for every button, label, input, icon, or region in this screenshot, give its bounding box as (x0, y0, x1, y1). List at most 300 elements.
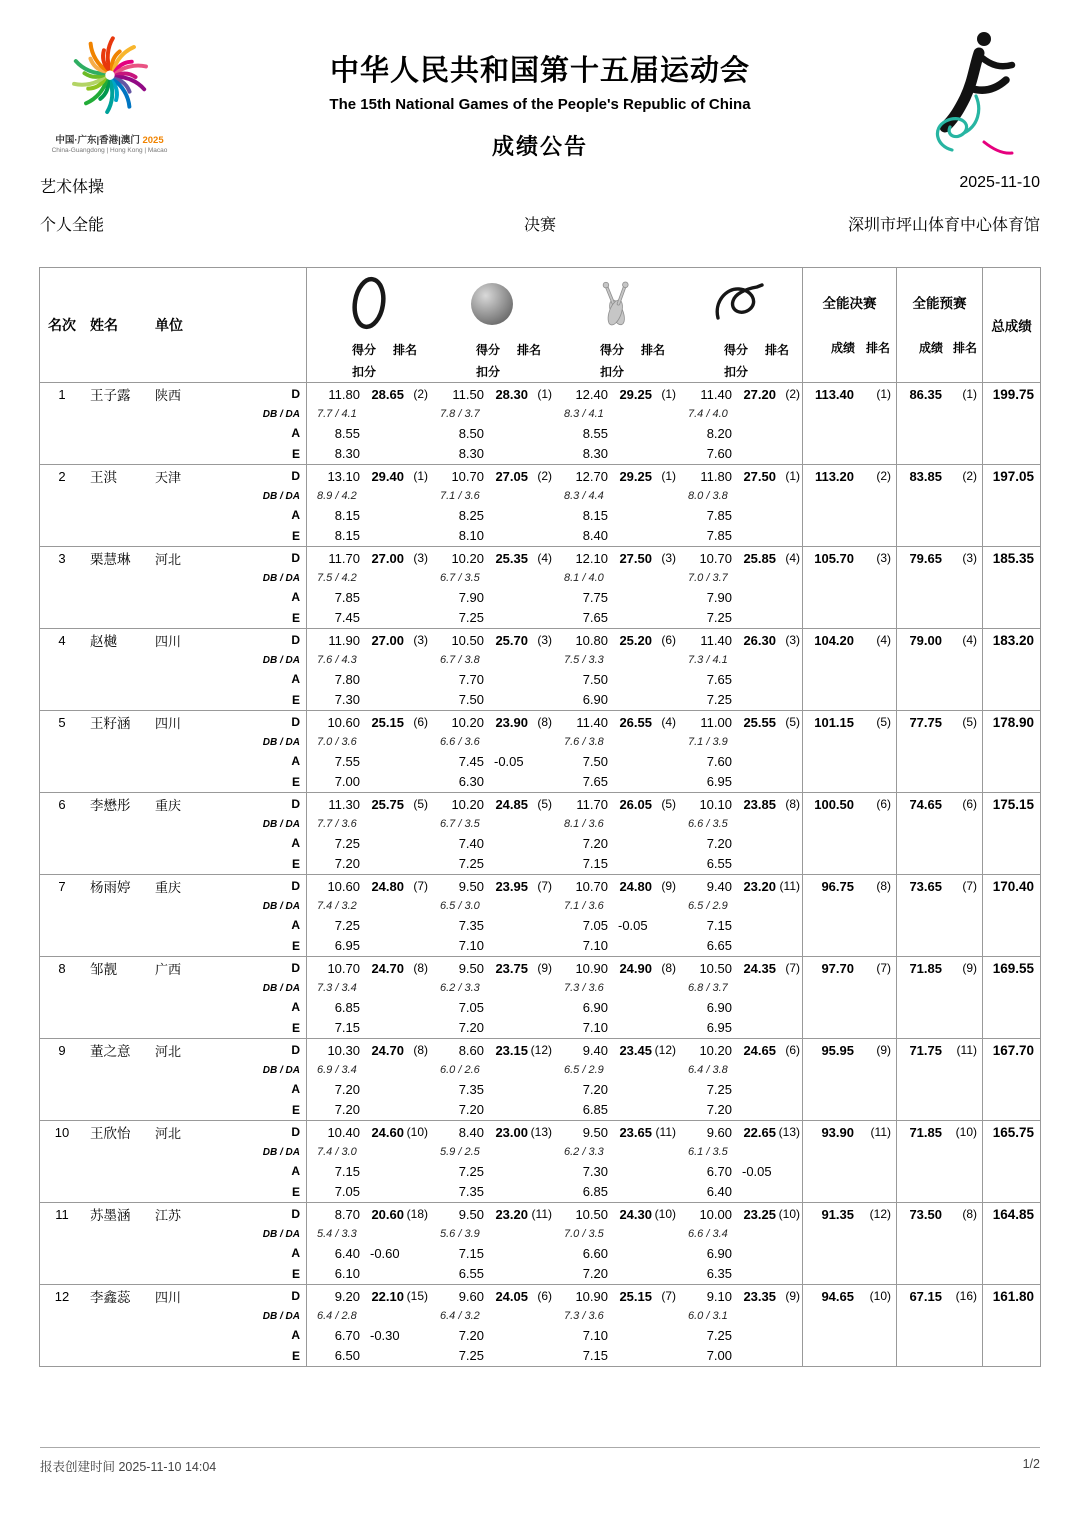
clubs-a-score: 8.15 (582, 507, 608, 523)
ball-rank: (8) (537, 715, 552, 729)
row-label-dbda: DB / DA (262, 818, 300, 830)
row-label-d: D (291, 961, 300, 975)
row-label-e: E (291, 1184, 300, 1199)
ball-total: 23.95 (495, 878, 528, 894)
hoop-d-score: 11.70 (306, 547, 364, 569)
ball-a-penalty (488, 505, 554, 525)
row-label-d: D (291, 1125, 300, 1139)
hoop-d-score: 10.40 (306, 1121, 364, 1143)
clubs-a-score: 7.05 (582, 917, 608, 933)
final-column-header (802, 268, 896, 382)
hoop-dbda: 7.3 / 3.4 (306, 979, 430, 997)
ball-e-score: 7.20 (458, 1102, 484, 1117)
athlete-rank: 7 (58, 878, 66, 894)
hoop-e-penalty (364, 771, 430, 792)
total-score: 167.70 (982, 1039, 1040, 1061)
athlete-unit: 四川 (155, 633, 182, 649)
ball-e-score: 7.20 (458, 1020, 484, 1035)
ball-total: 25.35 (495, 550, 528, 566)
ribbon-a-penalty (736, 1243, 802, 1263)
hoop-e-score: 6.95 (306, 935, 364, 956)
athlete-rank: 3 (58, 550, 66, 566)
clubs-rank: (10) (654, 1207, 676, 1221)
ribbon-dbda: 6.4 / 3.8 (688, 1064, 728, 1076)
hoop-rank: (3) (413, 551, 428, 565)
hoop-total: 24.70 (371, 1042, 404, 1058)
row-label-a: A (291, 918, 300, 932)
score-header: 得分 (475, 342, 500, 357)
ball-a-score: 7.25 (458, 1163, 484, 1179)
hoop-e-penalty (364, 443, 430, 464)
hoop-total: 24.60 (371, 1124, 404, 1140)
final-rank: (10) (869, 1289, 891, 1303)
clubs-rank: (1) (661, 387, 676, 401)
clubs-total: 29.25 (619, 386, 652, 402)
hoop-e-score: 7.15 (306, 1017, 364, 1038)
final-score: 94.65 (802, 1285, 858, 1307)
ribbon-rank: (11) (779, 879, 800, 893)
ball-dbda: 6.2 / 3.3 (440, 982, 480, 994)
athlete-block (40, 1285, 1040, 1366)
col-rank-header: 名次 (48, 317, 76, 333)
ribbon-e-score: 6.95 (706, 1020, 732, 1035)
row-label-d: D (291, 633, 300, 647)
ball-d-score: 8.40 (458, 1124, 484, 1140)
ball-d-score: 9.60 (458, 1288, 484, 1304)
ribbon-a-score: 7.25 (706, 1081, 732, 1097)
prelim-rank: (1) (962, 387, 977, 401)
hoop-dbda: 5.4 / 3.3 (306, 1225, 430, 1243)
ball-total: 23.90 (495, 714, 528, 730)
ball-a-penalty (488, 1161, 554, 1181)
clubs-a-penalty (612, 751, 678, 771)
prelim-score: 74.65 (896, 793, 946, 815)
clubs-d-score: 10.80 (575, 632, 608, 648)
athlete-block (40, 383, 1040, 465)
prelim-score: 73.50 (896, 1203, 946, 1225)
athlete-name: 李鑫蕊 (90, 1290, 131, 1305)
hoop-e-penalty (364, 1181, 430, 1202)
ball-e-penalty (488, 689, 554, 710)
ribbon-e-penalty (736, 935, 802, 956)
athlete-rank: 1 (58, 386, 66, 402)
row-label-e: E (291, 692, 300, 707)
clubs-d-score: 10.90 (575, 1288, 608, 1304)
ball-a-score: 7.20 (458, 1327, 484, 1343)
ribbon-a-penalty (736, 1079, 802, 1099)
ball-total: 23.75 (495, 960, 528, 976)
hoop-a-penalty (364, 915, 430, 935)
clubs-column-header (554, 268, 678, 382)
rank-sub-header: 排名 (640, 342, 665, 357)
final-rank: (9) (876, 1043, 891, 1057)
ribbon-dbda: 6.1 / 3.5 (688, 1146, 728, 1158)
ball-d-score: 10.20 (451, 796, 484, 812)
ribbon-dbda: 7.4 / 4.0 (688, 408, 728, 420)
ball-rank: (3) (537, 633, 552, 647)
ball-total: 23.15 (495, 1042, 528, 1058)
athlete-name: 王欣怡 (90, 1126, 131, 1141)
results-table (39, 267, 1041, 1367)
logo-caption-en: China-Guangdong | Hong Kong | Macao (51, 147, 168, 154)
clubs-a-penalty (612, 1325, 678, 1345)
athlete-block (40, 957, 1040, 1039)
ribbon-a-penalty (736, 751, 802, 771)
ribbon-d-score: 11.00 (700, 714, 732, 730)
hoop-dbda: 7.4 / 3.2 (306, 897, 430, 915)
row-label-e: E (291, 610, 300, 625)
row-label-dbda: DB / DA (262, 900, 300, 912)
row-label-dbda: DB / DA (262, 982, 300, 994)
total-score: 161.80 (982, 1285, 1040, 1307)
hoop-total: 20.60 (371, 1206, 404, 1222)
hoop-a-penalty (364, 997, 430, 1017)
ball-e-penalty (488, 935, 554, 956)
ribbon-dbda: 6.6 / 3.5 (688, 818, 728, 830)
ribbon-a-penalty (736, 587, 802, 607)
clubs-total: 26.55 (619, 714, 652, 730)
final-score: 100.50 (802, 793, 858, 815)
ribbon-e-score: 6.65 (706, 938, 732, 953)
ribbon-e-penalty (736, 1017, 802, 1038)
clubs-e-penalty (612, 771, 678, 792)
ball-d-score: 10.20 (451, 550, 484, 566)
ball-dbda: 6.6 / 3.6 (440, 736, 480, 748)
ribbon-a-score: 7.65 (706, 671, 732, 687)
ribbon-rank: (2) (785, 387, 800, 401)
phase-label: 决赛 (523, 217, 556, 234)
ribbon-total: 22.65 (743, 1124, 776, 1140)
prelim-column-header (896, 268, 982, 382)
clubs-rank: (4) (661, 715, 676, 729)
row-label-d: D (291, 1043, 300, 1057)
hoop-a-penalty (364, 423, 430, 443)
ribbon-e-penalty (736, 525, 802, 546)
clubs-a-score: 7.75 (582, 589, 608, 605)
hoop-d-score: 10.70 (306, 957, 364, 979)
doc-footer (40, 1447, 1040, 1475)
ball-a-score: 7.05 (458, 999, 484, 1015)
ribbon-rank: (8) (785, 797, 800, 811)
ball-rank: (11) (531, 1207, 552, 1221)
clubs-e-penalty (612, 607, 678, 628)
ball-e-score: 7.35 (458, 1184, 484, 1199)
ribbon-total: 25.85 (743, 550, 776, 566)
row-label-dbda: DB / DA (262, 490, 300, 502)
table-header (40, 268, 1040, 383)
logo-caption: 中国·广东|香港|澳门 2025 (55, 135, 164, 146)
clubs-a-score: 6.60 (582, 1245, 608, 1261)
ribbon-total: 26.30 (743, 632, 776, 648)
total-score: 175.15 (982, 793, 1040, 815)
athlete-unit: 天津 (155, 469, 182, 485)
hoop-e-penalty (364, 1017, 430, 1038)
ribbon-rank: (1) (785, 469, 800, 483)
hoop-dbda: 7.7 / 4.1 (306, 405, 430, 423)
ball-a-penalty (488, 997, 554, 1017)
clubs-e-score: 6.90 (582, 692, 608, 707)
ribbon-dbda: 6.6 / 3.4 (688, 1228, 728, 1240)
ball-e-score: 8.30 (458, 446, 484, 461)
prelim-rank: (11) (956, 1043, 977, 1057)
gymnast-pictogram-icon (924, 26, 1016, 164)
row-label-dbda: DB / DA (262, 736, 300, 748)
ribbon-a-score: 7.25 (706, 1327, 732, 1343)
athlete-block (40, 711, 1040, 793)
rank-sub-header: 排名 (516, 342, 541, 357)
athlete-rank: 2 (58, 468, 66, 484)
hoop-a-penalty: -0.30 (370, 1327, 400, 1343)
hoop-e-penalty (364, 935, 430, 956)
ribbon-e-penalty (736, 1345, 802, 1366)
clubs-a-penalty (612, 423, 678, 443)
ball-a-penalty (488, 423, 554, 443)
ribbon-e-penalty (736, 1263, 802, 1284)
ribbon-d-score: 10.50 (699, 960, 732, 976)
final-rank: (8) (876, 879, 891, 893)
ball-dbda: 7.1 / 3.6 (440, 490, 480, 502)
ball-a-score: 7.40 (458, 835, 484, 851)
col-name-header: 姓名 (90, 317, 118, 333)
clubs-d-score: 12.10 (575, 550, 608, 566)
total-score: 199.75 (982, 383, 1040, 405)
header-left-columns (40, 268, 306, 382)
ribbon-dbda: 6.0 / 3.1 (688, 1310, 728, 1322)
ball-e-penalty (488, 1099, 554, 1120)
ribbon-a-score: 7.20 (706, 835, 732, 851)
ball-a-score: 7.90 (458, 589, 484, 605)
hoop-e-score: 7.30 (306, 689, 364, 710)
clubs-e-penalty (612, 1345, 678, 1366)
final-rank: (1) (876, 387, 891, 401)
ribbon-total: 23.35 (743, 1288, 776, 1304)
prelim-rank: (7) (962, 879, 977, 893)
ribbon-dbda: 8.0 / 3.8 (688, 490, 728, 502)
ball-rank: (4) (537, 551, 552, 565)
ribbon-rank: (13) (778, 1125, 800, 1139)
row-label-dbda: DB / DA (262, 572, 300, 584)
hoop-a-penalty (364, 751, 430, 771)
ribbon-e-penalty (736, 1181, 802, 1202)
ribbon-e-score: 7.60 (706, 446, 732, 461)
ribbon-d-score: 11.80 (700, 468, 732, 484)
hoop-dbda: 7.5 / 4.2 (306, 569, 430, 587)
prelim-rank: (6) (962, 797, 977, 811)
ribbon-rank: (3) (785, 633, 800, 647)
ball-d-score: 8.60 (458, 1042, 484, 1058)
row-label-d: D (291, 387, 300, 401)
ribbon-column-header (678, 268, 802, 382)
ball-total: 27.05 (495, 468, 528, 484)
row-label-e: E (291, 1020, 300, 1035)
clubs-a-penalty (612, 1243, 678, 1263)
total-score: 170.40 (982, 875, 1040, 897)
hoop-column-header (306, 268, 430, 382)
ball-e-score: 7.25 (458, 610, 484, 625)
total-score: 169.55 (982, 957, 1040, 979)
event-meta (40, 174, 1040, 235)
clubs-dbda: 6.2 / 3.3 (564, 1146, 604, 1158)
prelim-rank: (2) (962, 469, 977, 483)
final-score: 97.70 (802, 957, 858, 979)
final-score: 113.20 (802, 465, 858, 487)
clubs-e-score: 7.65 (582, 774, 608, 789)
results-body (40, 383, 1040, 1366)
row-label-d: D (291, 1207, 300, 1221)
ball-dbda: 7.8 / 3.7 (440, 408, 480, 420)
ball-d-score: 10.20 (451, 714, 484, 730)
ball-rank: (7) (537, 879, 552, 893)
ribbon-d-score: 10.00 (699, 1206, 732, 1222)
total-score: 164.85 (982, 1203, 1040, 1225)
clubs-e-score: 6.85 (582, 1102, 608, 1117)
clubs-total: 24.30 (619, 1206, 652, 1222)
hoop-a-score: 7.55 (306, 751, 364, 771)
clubs-a-score: 7.10 (582, 1327, 608, 1343)
row-label-e: E (291, 1102, 300, 1117)
row-label-a: A (291, 754, 300, 768)
deduction-header: 扣分 (351, 365, 376, 380)
clubs-a-score: 7.20 (582, 835, 608, 851)
hoop-a-score: 6.40 (306, 1243, 364, 1263)
ribbon-a-penalty (736, 1325, 802, 1345)
rank-sub-header: 排名 (392, 342, 417, 357)
ball-e-penalty (488, 1017, 554, 1038)
ball-rank: (9) (537, 961, 552, 975)
clubs-a-score: 6.90 (582, 999, 608, 1015)
ribbon-d-score: 10.20 (699, 1042, 732, 1058)
hoop-e-penalty (364, 525, 430, 546)
ribbon-e-penalty (736, 443, 802, 464)
final-score: 96.75 (802, 875, 858, 897)
prelim-rank: (8) (962, 1207, 977, 1221)
hoop-d-score: 10.60 (306, 875, 364, 897)
page-title-en: The 15th National Games of the People's Republic of China (329, 96, 751, 113)
athlete-name: 邹靓 (90, 962, 117, 977)
hoop-total: 28.65 (371, 386, 404, 402)
ribbon-d-score: 9.40 (706, 878, 732, 894)
ribbon-a-penalty (736, 833, 802, 853)
ribbon-a-score: 8.20 (706, 425, 732, 441)
athlete-unit: 河北 (155, 1043, 182, 1059)
hoop-a-penalty (364, 1079, 430, 1099)
clubs-d-score: 11.40 (576, 714, 608, 730)
row-label-d: D (291, 797, 300, 811)
hoop-total: 22.10 (371, 1288, 404, 1304)
athlete-name: 王淇 (90, 470, 117, 485)
ribbon-d-score: 11.40 (700, 632, 732, 648)
hoop-rank: (1) (413, 469, 428, 483)
ribbon-total: 25.55 (743, 714, 776, 730)
final-rank: (4) (876, 633, 891, 647)
clubs-e-penalty (612, 1181, 678, 1202)
clubs-dbda: 8.3 / 4.4 (564, 490, 604, 502)
clubs-a-score: 7.50 (582, 671, 608, 687)
final-score: 91.35 (802, 1203, 858, 1225)
row-label-d: D (291, 1289, 300, 1303)
hoop-rank: (8) (413, 1043, 428, 1057)
clubs-dbda: 8.1 / 3.6 (564, 818, 604, 830)
ball-a-penalty (488, 587, 554, 607)
ball-dbda: 5.6 / 3.9 (440, 1228, 480, 1240)
ball-a-score: 7.45 (458, 753, 484, 769)
ball-dbda: 6.7 / 3.8 (440, 654, 480, 666)
hoop-a-penalty (364, 669, 430, 689)
total-header-label: 总成绩 (991, 319, 1032, 334)
clubs-icon (588, 273, 644, 333)
hoop-rank: (3) (413, 633, 428, 647)
ball-e-penalty (488, 1263, 554, 1284)
ball-a-score: 7.70 (458, 671, 484, 687)
ball-dbda: 6.5 / 3.0 (440, 900, 480, 912)
clubs-dbda: 7.3 / 3.6 (564, 1310, 604, 1322)
athlete-block (40, 1203, 1040, 1285)
clubs-e-score: 7.20 (582, 1266, 608, 1281)
ribbon-d-score: 9.10 (706, 1288, 732, 1304)
hoop-e-score: 7.20 (306, 853, 364, 874)
clubs-total: 23.65 (619, 1124, 652, 1140)
athlete-block (40, 629, 1040, 711)
ball-d-score: 9.50 (458, 960, 484, 976)
ribbon-total: 23.85 (743, 796, 776, 812)
clubs-total: 24.90 (619, 960, 652, 976)
ribbon-a-penalty: -0.05 (742, 1163, 772, 1179)
prelim-score: 71.85 (896, 1121, 946, 1143)
clubs-a-penalty: -0.05 (618, 917, 648, 933)
ribbon-a-score: 6.90 (706, 999, 732, 1015)
hoop-a-score: 6.70 (306, 1325, 364, 1345)
row-label-e: E (291, 938, 300, 953)
clubs-dbda: 8.1 / 4.0 (564, 572, 604, 584)
clubs-dbda: 7.6 / 3.8 (564, 736, 604, 748)
hoop-a-score: 7.80 (306, 669, 364, 689)
ribbon-total: 27.20 (743, 386, 776, 402)
prelim-score: 77.75 (896, 711, 946, 733)
ribbon-dbda: 6.5 / 2.9 (688, 900, 728, 912)
hoop-rank: (2) (413, 387, 428, 401)
prelim-rank: (4) (962, 633, 977, 647)
ribbon-icon (712, 274, 768, 332)
athlete-rank: 5 (58, 714, 66, 730)
bulletin-title: 成绩公告 (491, 134, 588, 159)
ball-d-score: 9.50 (458, 1206, 484, 1222)
final-header-label: 全能决赛 (822, 295, 877, 311)
hoop-d-score: 11.30 (306, 793, 364, 815)
hoop-e-score: 6.10 (306, 1263, 364, 1284)
athlete-name: 王籽涵 (90, 716, 131, 731)
ball-e-penalty (488, 443, 554, 464)
row-label-a: A (291, 590, 300, 604)
prelim-score: 67.15 (896, 1285, 946, 1307)
ribbon-total: 23.20 (743, 878, 776, 894)
ball-total: 24.05 (495, 1288, 528, 1304)
ball-d-score: 10.70 (451, 468, 484, 484)
final-score: 104.20 (802, 629, 858, 651)
hoop-d-score: 10.30 (306, 1039, 364, 1061)
hoop-e-score: 8.15 (306, 525, 364, 546)
clubs-d-score: 11.70 (576, 796, 608, 812)
clubs-a-penalty (612, 997, 678, 1017)
ribbon-dbda: 7.0 / 3.7 (688, 572, 728, 584)
hoop-total: 24.70 (371, 960, 404, 976)
ball-a-penalty (488, 1243, 554, 1263)
athlete-unit: 四川 (155, 715, 182, 731)
clubs-e-score: 6.85 (582, 1184, 608, 1199)
row-label-a: A (291, 508, 300, 522)
hoop-e-penalty (364, 1345, 430, 1366)
page-title: 中华人民共和国第十五届运动会 (329, 55, 750, 87)
prelim-score: 83.85 (896, 465, 946, 487)
